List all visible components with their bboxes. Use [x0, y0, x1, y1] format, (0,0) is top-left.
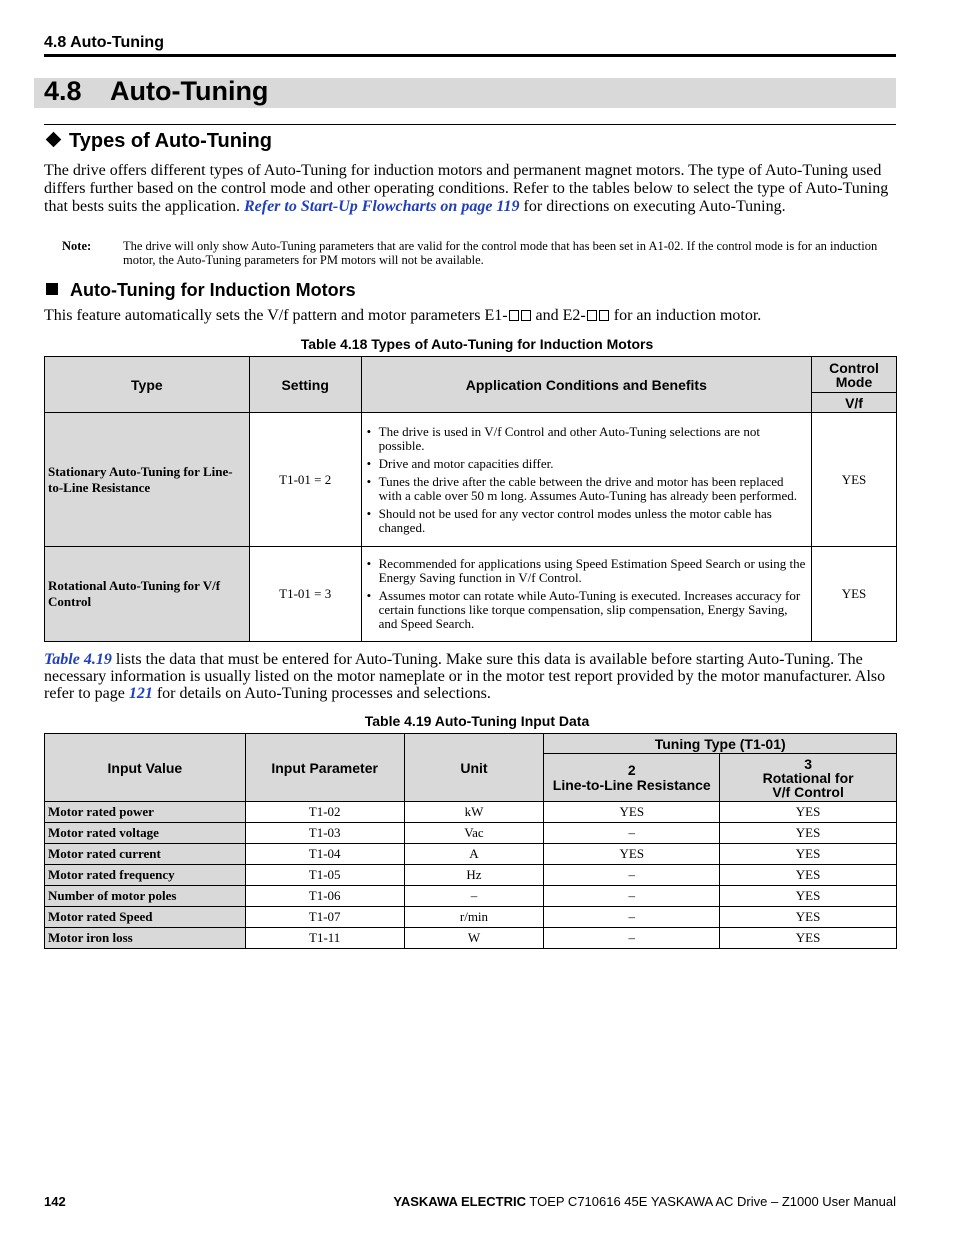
intro-text-end: for directions on executing Auto-Tuning. [519, 198, 786, 215]
feature-paragraph [44, 307, 761, 325]
parameter-cell: T1-07 [245, 907, 404, 928]
rotational-cell: YES [720, 823, 897, 844]
table-4-19 [44, 733, 897, 949]
line-to-line-cell: YES [544, 802, 720, 823]
header-unit: Unit [404, 734, 544, 802]
parameter-cell: T1-04 [245, 844, 404, 865]
rotational-cell: YES [720, 802, 897, 823]
square-bullet-icon [46, 283, 58, 295]
placeholder-box-icon [587, 310, 597, 321]
table-row [45, 907, 897, 928]
header-vf: V/f [812, 393, 897, 413]
rotational-cell: YES [720, 865, 897, 886]
para3-text-end: for details on Auto-Tuning processes and selections. [152, 685, 491, 702]
input-value-cell: Motor rated current [45, 844, 246, 865]
placeholder-box-icon [521, 310, 531, 321]
header-rule [44, 54, 896, 57]
table-row [45, 547, 897, 642]
setting-cell: T1-01 = 2 [249, 413, 361, 547]
type-cell: Stationary Auto-Tuning for Line-to-Line Resistance [45, 413, 250, 547]
feature-text-a: This feature automatically sets the V/f pattern and motor parameters E1- [44, 307, 508, 324]
table-row [45, 802, 897, 823]
table-row [45, 865, 897, 886]
input-value-cell: Motor iron loss [45, 928, 246, 949]
table-4-18-caption: Table 4.18 Types of Auto-Tuning for Induction Motors [300, 336, 654, 352]
page-121-link[interactable]: 121 [128, 685, 153, 702]
unit-cell: kW [404, 802, 544, 823]
intro-text: The drive offers different types of Auto-Tuning for induction motors and permanent magnet motors. The type of Auto-Tuning used differs further based on the control mode and other operating conditions. Refer to the tables below to select the type of Auto-Tuning that bests suits the application. [44, 162, 889, 215]
table-reference-paragraph [44, 651, 900, 702]
feature-text-b: and E2- [531, 307, 586, 324]
feature-text-c: for an induction motor. [609, 307, 762, 324]
input-value-cell: Motor rated power [45, 802, 246, 823]
type-cell: Rotational Auto-Tuning for V/f Control [45, 547, 250, 642]
footer-doc [393, 1194, 896, 1209]
table-4-19-caption: Table 4.19 Auto-Tuning Input Data [364, 713, 590, 729]
input-value-cell: Motor rated frequency [45, 865, 246, 886]
header-input-value: Input Value [45, 734, 246, 802]
note [62, 239, 896, 267]
col3-number: 3 [804, 755, 812, 772]
col3-name-2: V/f Control [772, 783, 844, 800]
rotational-cell: YES [720, 886, 897, 907]
unit-cell: A [404, 844, 544, 865]
placeholder-box-icon [599, 310, 609, 321]
list-item: • The drive is used in V/f Control and other Auto-Tuning selections are not possible. [379, 425, 808, 453]
parameter-cell: T1-05 [245, 865, 404, 886]
list-item: • Drive and motor capacities differ. [379, 457, 808, 471]
header-setting: Setting [249, 357, 361, 413]
running-head: 4.8 Auto-Tuning [44, 34, 164, 51]
subsection-title: Auto-Tuning for Induction Motors [70, 280, 356, 300]
subsection-heading [44, 280, 356, 301]
col2-name: Line-to-Line Resistance [552, 776, 711, 793]
unit-cell: Hz [404, 865, 544, 886]
chapter-rule [44, 124, 896, 125]
rotational-cell: YES [720, 907, 897, 928]
rotational-cell: YES [720, 844, 897, 865]
conditions-cell [361, 547, 811, 642]
list-item: • Assumes motor can rotate while Auto-Tuning is executed. Increases accuracy for certain functions like torque compensation, slip compensation, Energy Saving, and Speed Search. [379, 589, 808, 631]
list-item: • Tunes the drive after the cable between the drive and motor has been replaced with a cable over 50 m long. Assumes Auto-Tuning has already been performed. [379, 475, 808, 503]
diamond-bullet-icon [46, 132, 62, 148]
unit-cell: W [404, 928, 544, 949]
table-row [45, 413, 897, 547]
unit-cell: r/min [404, 907, 544, 928]
table-row [45, 886, 897, 907]
note-text: The drive will only show Auto-Tuning parameters that are valid for the control mode that has been set in A1-02. If the control mode is for an induction motor, the Auto-Tuning parameters for PM motors will not be available. [123, 239, 878, 267]
intro-paragraph [44, 162, 896, 216]
col3-name: Rotational for [762, 769, 854, 786]
parameter-cell: T1-11 [245, 928, 404, 949]
input-value-cell: Motor rated Speed [45, 907, 246, 928]
header-type: Type [45, 357, 250, 413]
list-item: • Recommended for applications using Speed Estimation Speed Search or using the Energy Saving function in V/f Control. [379, 557, 808, 585]
table-body [45, 802, 897, 949]
flowchart-link[interactable]: Refer to Start-Up Flowcharts on page 119 [243, 198, 520, 215]
unit-cell: – [404, 886, 544, 907]
chapter-title-text: Auto-Tuning [110, 76, 269, 106]
chapter-number: 4.8 [44, 76, 82, 106]
line-to-line-cell: – [544, 907, 720, 928]
line-to-line-cell: – [544, 865, 720, 886]
vf-cell: YES [812, 547, 897, 642]
input-value-cell: Motor rated voltage [45, 823, 246, 844]
footer-doc-title: TOEP C710616 45E YASKAWA AC Drive – Z1000 User Manual [526, 1194, 896, 1209]
col2-number: 2 [627, 761, 636, 778]
header-line-to-line [544, 754, 720, 802]
section-title: Types of Auto-Tuning [69, 130, 272, 152]
table-4-18 [44, 356, 897, 642]
header-input-parameter: Input Parameter [245, 734, 404, 802]
input-value-cell: Number of motor poles [45, 886, 246, 907]
rotational-cell: YES [720, 928, 897, 949]
header-tuning-type: Tuning Type (T1-01) [544, 734, 897, 754]
parameter-cell: T1-06 [245, 886, 404, 907]
page-number: 142 [44, 1194, 66, 1209]
vf-cell: YES [812, 413, 897, 547]
table-row [45, 844, 897, 865]
line-to-line-cell: – [544, 928, 720, 949]
list-item: • Should not be used for any vector control modes unless the motor cable has changed. [379, 507, 808, 535]
parameter-cell: T1-02 [245, 802, 404, 823]
line-to-line-cell: – [544, 886, 720, 907]
table-row [45, 928, 897, 949]
table-4-19-link[interactable]: Table 4.19 [44, 651, 112, 668]
header-rotational [720, 754, 897, 802]
line-to-line-cell: – [544, 823, 720, 844]
note-label: Note: [62, 239, 92, 253]
line-to-line-cell: YES [544, 844, 720, 865]
setting-cell: T1-01 = 3 [249, 547, 361, 642]
unit-cell: Vac [404, 823, 544, 844]
header-control-mode: Control Mode [812, 357, 897, 393]
footer-brand: YASKAWA ELECTRIC [393, 1194, 527, 1209]
placeholder-box-icon [509, 310, 519, 321]
conditions-cell [361, 413, 811, 547]
parameter-cell: T1-03 [245, 823, 404, 844]
para3-text: lists the data that must be entered for Auto-Tuning. Make sure this data is available before starting Auto-Tuning. The necessary information is usually listed on the motor nameplate or in the motor test report provided by the motor manufacturer. Also refer to page [44, 651, 886, 702]
header-conditions: Application Conditions and Benefits [361, 357, 811, 413]
chapter-title [44, 76, 268, 107]
section-heading [44, 130, 272, 153]
table-row [45, 823, 897, 844]
